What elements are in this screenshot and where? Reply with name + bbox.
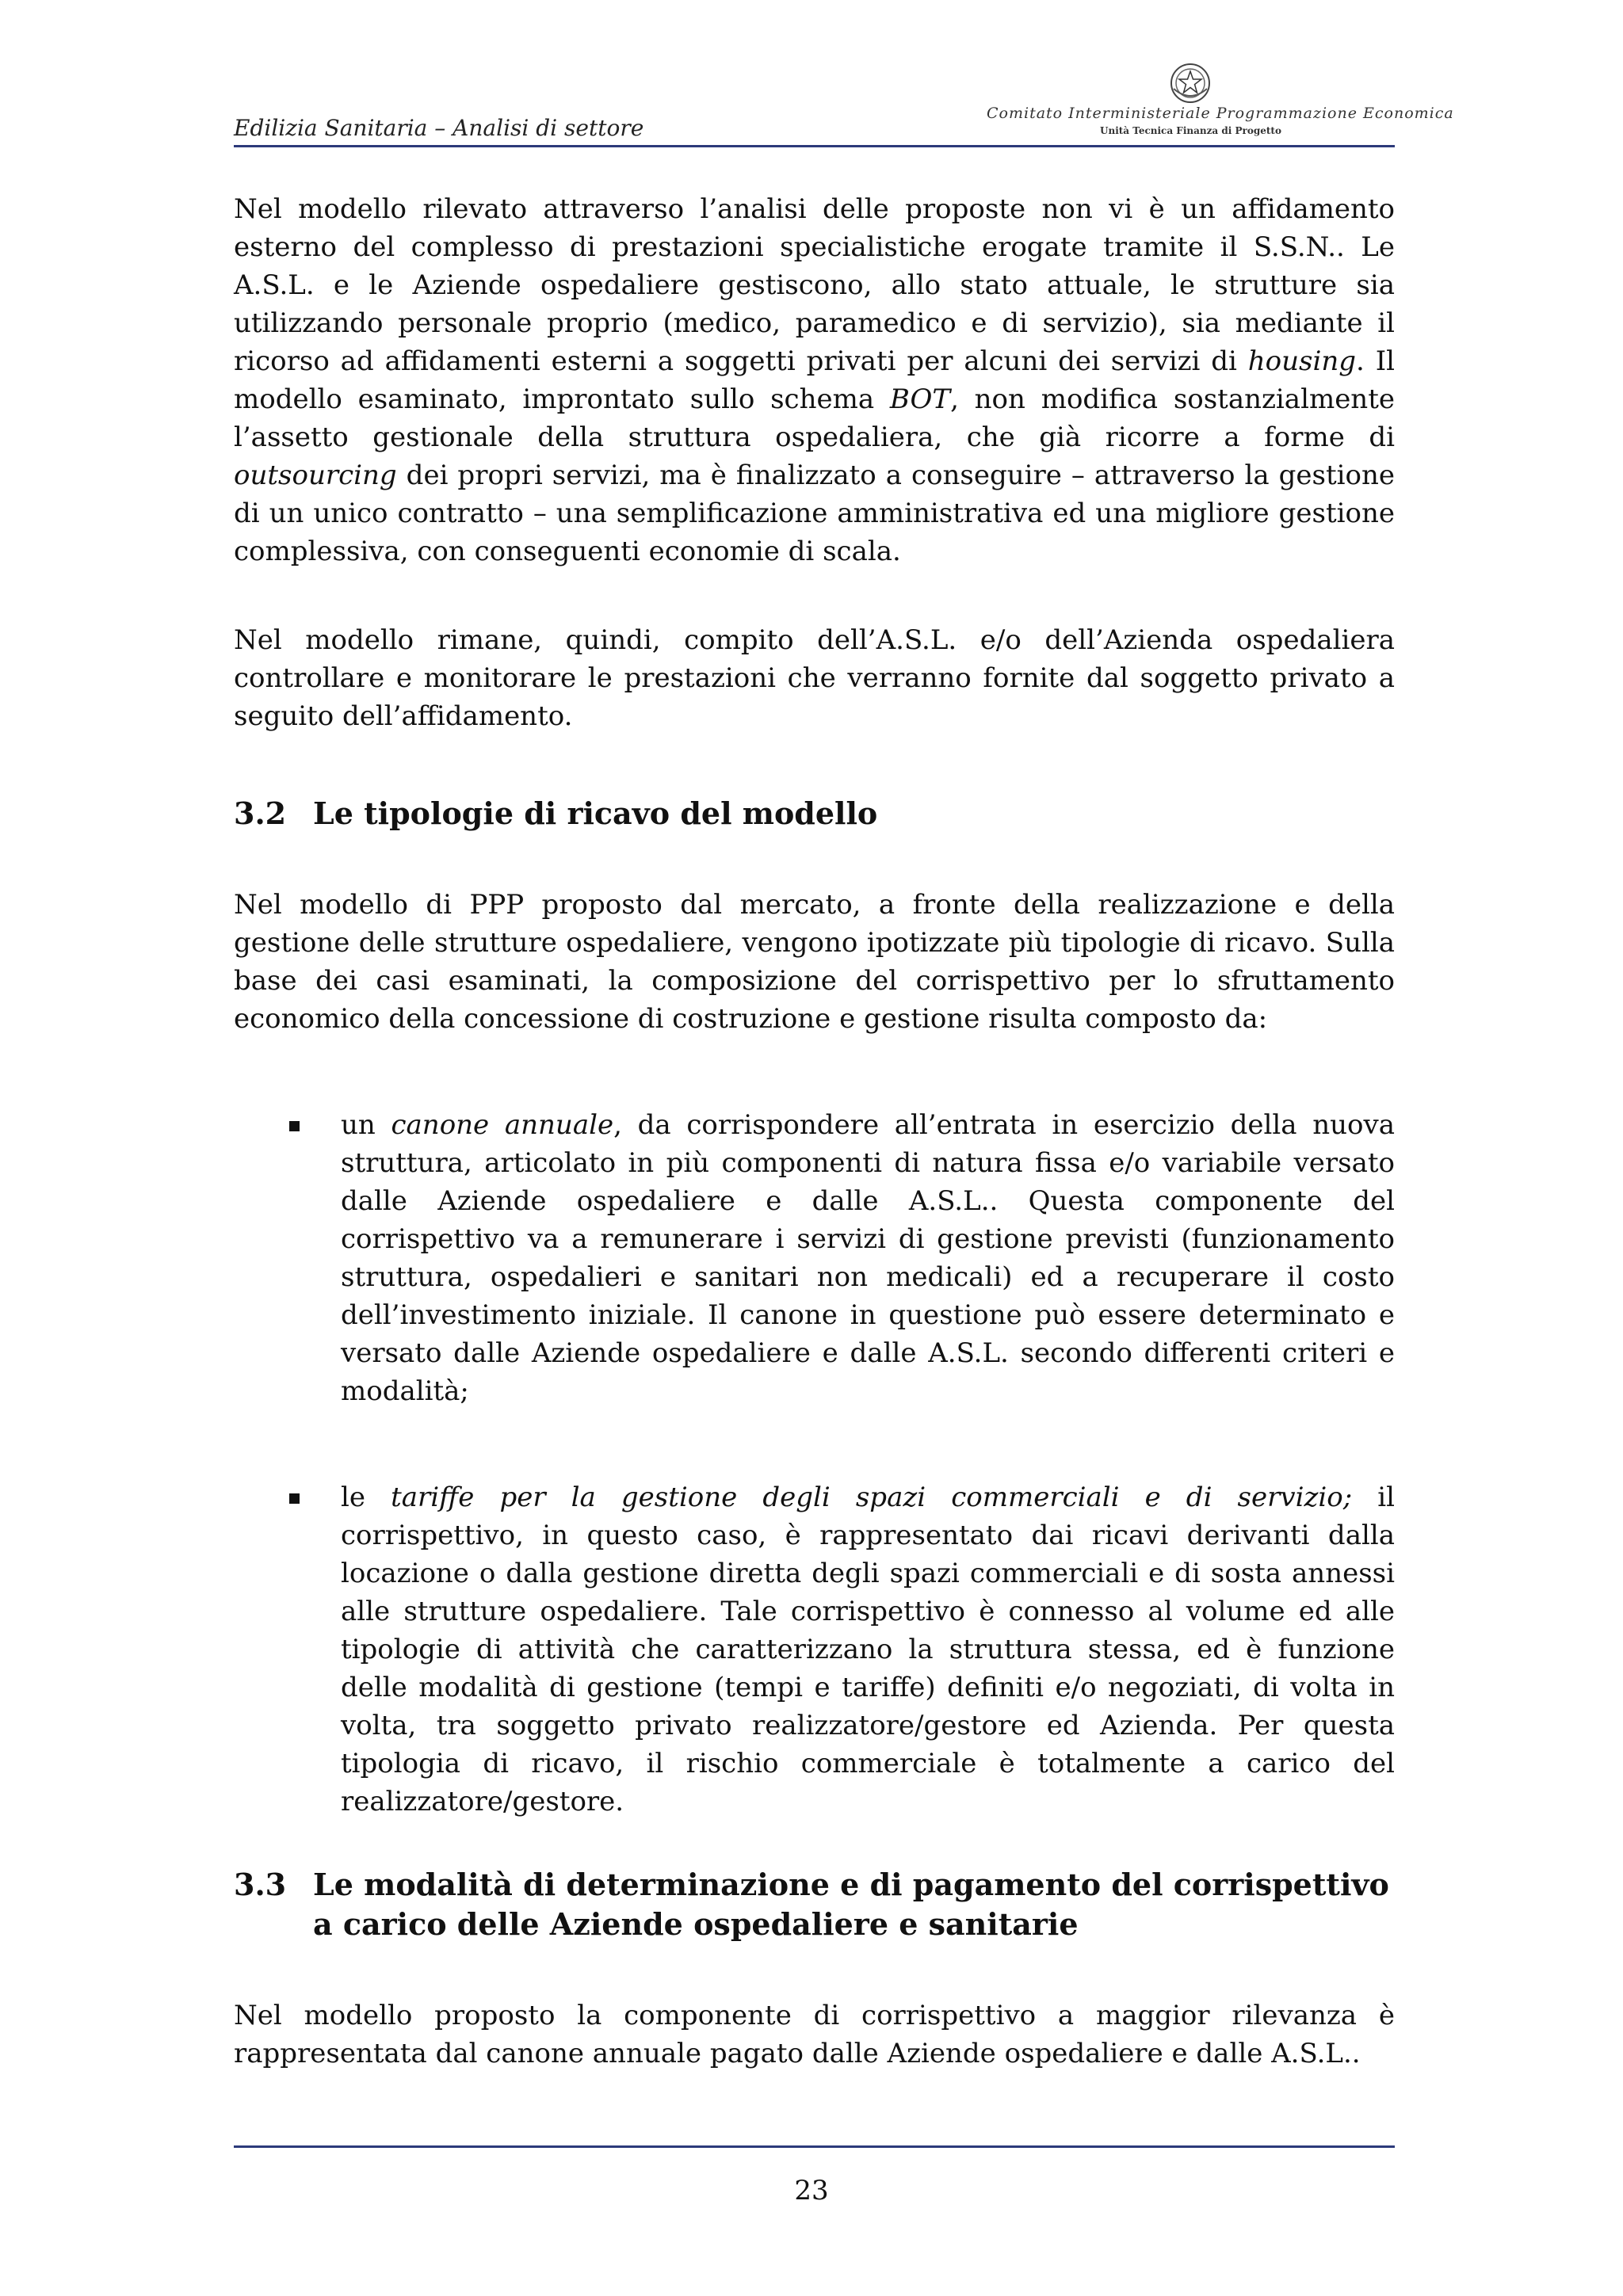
list-item-tariffe <box>289 1478 1395 1821</box>
section-title: Le tipologie di ricavo del modello <box>313 795 878 831</box>
logo-unit-name: Unità Tecnica Finanza di Progetto <box>1100 125 1281 136</box>
paragraph-revenue-types: Nel modello di PPP proposto dal mercato, a fronte della realizzazione e della gestione delle strutture ospedaliere, vengono ipotizzate più tipologie di ricavo. Sulla base dei casi esaminati, la composizione del corrispettivo per lo sfruttamento economico della concessione di costruzione e gestione risulta composto da: <box>234 889 1395 1035</box>
square-bullet-icon <box>289 1478 341 1821</box>
header-divider <box>234 145 1395 147</box>
list-item-text: le tariffe per la gestione degli spazi commerciali e di servizio; il corrispettivo, in questo caso, è rappresentato dai ricavi derivanti dalla locazione o dalla gestione diretta degli spazi commerciali e di sosta annessi alle strutture ospedaliere. Tale corrispettivo è connesso al volume ed alle tipologie di attività che caratterizzano la struttura stessa, ed è funzione delle modalità di gestione (tempi e tariffe) definiti e/o negoziati, di volta in volta, tra soggetto privato realizzatore/gestore ed Azienda. Per questa tipologia di ricavo, il rischio commerciale è totalmente a carico del realizzatore/gestore. <box>341 1482 1395 1817</box>
logo-organization-name: Comitato Interministeriale Programmazione Economica <box>987 105 1454 122</box>
italian-republic-emblem-icon <box>1169 62 1212 105</box>
list-item-text: un canone annuale, da corrispondere all’entrata in esercizio della nuova struttura, articolato in più componenti di natura fissa e/o variabile versato dalle Aziende ospedaliere e dalle A.S.L.. Questa componente del corrispettivo va a remunerare i servizi di gestione previsti (funzionamento struttura, ospedalieri e sanitari non medicali) ed a recuperare il costo dell’investimento iniziale. Il canone in questione può essere determinato e versato dalle Aziende ospedaliere e dalle A.S.L. secondo differenti criteri e modalità; <box>341 1109 1395 1407</box>
section-heading-3-2 <box>234 794 1395 833</box>
paragraph-asl-control: Nel modello rimane, quindi, compito dell’A.S.L. e/o dell’Azienda ospedaliera controllare e monitorare le prestazioni che verranno fornite dal soggetto privato a seguito dell’affidamento. <box>234 624 1395 732</box>
section-number: 3.2 <box>234 795 287 831</box>
paragraph-canone-relevance: Nel modello proposto la componente di corrispettivo a maggior rilevanza è rappresentata dal canone annuale pagato dalle Aziende ospedaliere e dalle A.S.L.. <box>234 2000 1395 2069</box>
cipe-logo <box>987 62 1454 141</box>
section-title: Le modalità di determinazione e di pagamento del corrispettivo a carico delle Aziende ospedaliere e sanitarie <box>313 1867 1389 1942</box>
running-header-title: Edilizia Sanitaria – Analisi di settore <box>234 115 644 141</box>
section-heading-3-3 <box>234 1865 1395 1944</box>
page-content <box>234 190 1395 2073</box>
list-item-canone-annuale <box>289 1106 1395 1410</box>
page-number: 23 <box>794 2175 829 2206</box>
footer-divider <box>234 2145 1395 2148</box>
square-bullet-icon <box>289 1106 341 1410</box>
paragraph-model-overview: Nel modello rilevato attraverso l’analisi delle proposte non vi è un affidamento esterno del complesso di prestazioni specialistiche erogate tramite il S.S.N.. Le A.S.L. e le Aziende ospedaliere gestiscono, allo stato attuale, le strutture sia utilizzando personale proprio (medico, paramedico e di servizio), sia mediante il ricorso ad affidamenti esterni a soggetti privati per alcuni dei servizi di housing. Il modello esaminato, improntato sullo schema BOT, non modifica sostanzialmente l’assetto gestionale della struttura ospedaliera, che già ricorre a forme di outsourcing dei propri servizi, ma è finalizzato a conseguire – attraverso la gestione di un unico contratto – una semplificazione amministrativa ed una migliore gestione complessiva, con conseguenti economie di scala. <box>234 193 1396 567</box>
section-number: 3.3 <box>234 1867 287 1902</box>
